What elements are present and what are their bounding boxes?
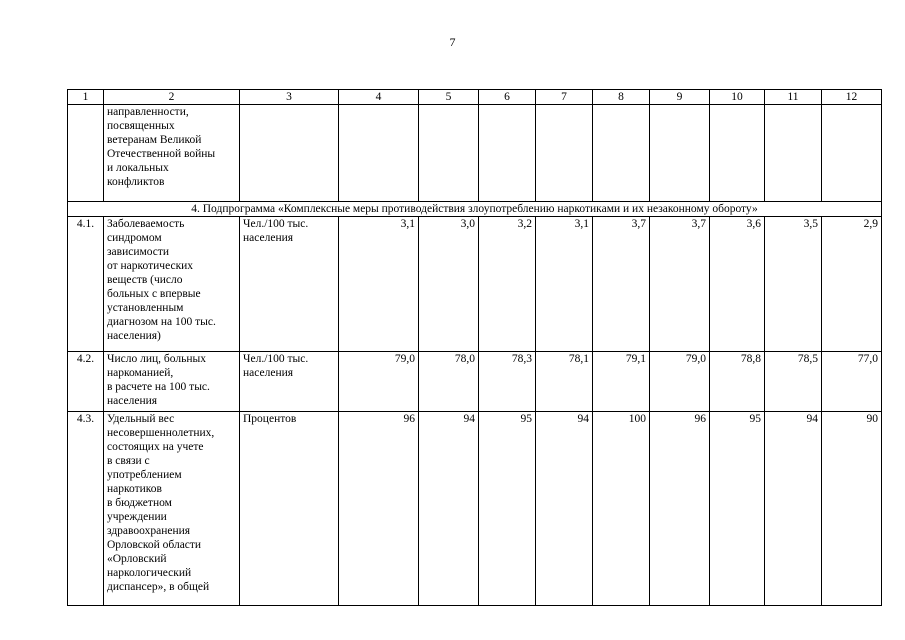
table-row: [68, 412, 882, 606]
value-cell: 95: [479, 412, 536, 606]
value-cell: 94: [536, 412, 593, 606]
value-cell: 79,0: [650, 352, 710, 412]
value-cell: 78,5: [765, 352, 822, 412]
column-number: 2: [104, 90, 240, 105]
value-cell: 3,2: [479, 217, 536, 352]
column-number: 9: [650, 90, 710, 105]
column-number: 3: [240, 90, 339, 105]
value-cell: 3,6: [710, 217, 765, 352]
column-number: 4: [339, 90, 419, 105]
row-number: 4.2.: [68, 352, 104, 412]
row-number: 4.1.: [68, 217, 104, 352]
column-number: 7: [536, 90, 593, 105]
value-cell: 3,5: [765, 217, 822, 352]
value-cell: 78,0: [419, 352, 479, 412]
continuation-text: направленности, посвященных ветеранам Великой Отечественной войны и локальных конфликтов: [104, 105, 240, 202]
value-cell: 79,1: [593, 352, 650, 412]
column-number: 10: [710, 90, 765, 105]
indicator-name: Число лиц, больных наркоманией, в расчете на 100 тыс. населения: [104, 352, 240, 412]
value-cell: 96: [339, 412, 419, 606]
value-cell: 3,7: [593, 217, 650, 352]
indicator-name: Удельный вес несовершеннолетних, состоящих на учете в связи с употреблением наркотиков в бюджетном учреждении здравоохранения Орловской области «Орловский наркологический диспансер», в общей: [104, 412, 240, 606]
column-number: 5: [419, 90, 479, 105]
column-number: 12: [822, 90, 882, 105]
indicator-name: Заболеваемость синдромом зависимости от наркотических веществ (число больных с впервые установленным диагнозом на 100 тыс. населения): [104, 217, 240, 352]
value-cell: 77,0: [822, 352, 882, 412]
row-number: 4.3.: [68, 412, 104, 606]
value-cell: 94: [765, 412, 822, 606]
unit: Процентов: [240, 412, 339, 606]
value-cell: 94: [419, 412, 479, 606]
column-number: 1: [68, 90, 104, 105]
value-cell: 78,1: [536, 352, 593, 412]
value-cell: 3,1: [536, 217, 593, 352]
value-cell: 95: [710, 412, 765, 606]
value-cell: 100: [593, 412, 650, 606]
column-number: 6: [479, 90, 536, 105]
value-cell: 3,7: [650, 217, 710, 352]
value-cell: 96: [650, 412, 710, 606]
column-number-row: [68, 90, 882, 105]
page-number: 7: [449, 35, 456, 49]
indicators-table: [67, 89, 882, 606]
table-row: [68, 217, 882, 352]
table-row: [68, 352, 882, 412]
unit: Чел./100 тыс. населения: [240, 217, 339, 352]
value-cell: 3,1: [339, 217, 419, 352]
value-cell: 90: [822, 412, 882, 606]
continuation-row: [68, 105, 882, 202]
value-cell: 78,8: [710, 352, 765, 412]
column-number: 8: [593, 90, 650, 105]
value-cell: 78,3: [479, 352, 536, 412]
value-cell: 3,0: [419, 217, 479, 352]
section-title: 4. Подпрограмма «Комплексные меры противодействия злоупотреблению наркотиками и их незаконному обороту»: [68, 202, 882, 217]
section-row: [68, 202, 882, 217]
column-number: 11: [765, 90, 822, 105]
value-cell: 79,0: [339, 352, 419, 412]
value-cell: 2,9: [822, 217, 882, 352]
unit: Чел./100 тыс. населения: [240, 352, 339, 412]
